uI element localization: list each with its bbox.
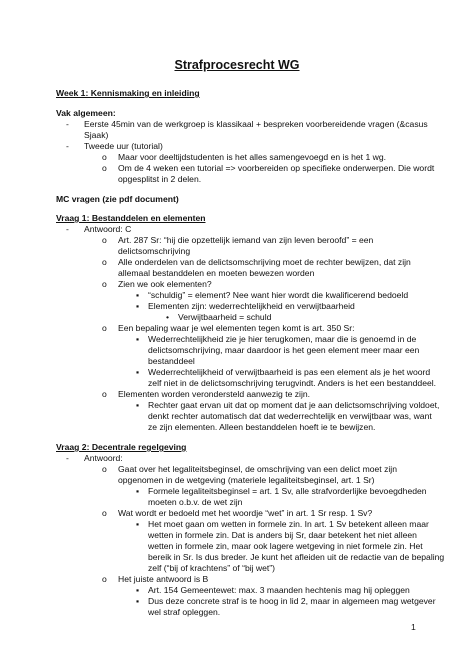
square-marker: ▪ xyxy=(136,290,140,300)
vak-sub-2-line-2: opgesplitst in 2 delen. xyxy=(118,174,202,184)
v1-d1-line-2: delictsomschrijving, maar daardoor is het geen element meer maar een xyxy=(148,345,420,355)
circle-marker: o xyxy=(102,574,107,584)
circle-marker: o xyxy=(102,152,107,162)
v1-e1-line-1: Rechter gaat ervan uit dat op moment dat je aan delictsomschrijving voldoet, xyxy=(148,400,440,410)
square-marker: ▪ xyxy=(136,486,140,496)
v2-b1-line-4: bereik in Sr. Is dus breder. Je kunt het afleiden uit de redactie van de bepaling xyxy=(148,552,445,562)
circle-marker: o xyxy=(102,235,107,245)
mc-heading: MC vragen (zie pdf document) xyxy=(56,194,179,204)
v2-b: Wat wordt er bedoeld met het woordje “wet” in art. 1 Sr resp. 1 Sv? xyxy=(118,508,373,518)
circle-marker: o xyxy=(102,464,107,474)
circle-marker: o xyxy=(102,508,107,518)
document-title: Strafprocesrecht WG xyxy=(174,58,300,72)
vak-item-1-line-1: Eerste 45min van de werkgroep is klassikaal + bespreken voorbereidende vragen (&casus xyxy=(84,119,428,129)
v1-d1-line-3: bestanddeel xyxy=(148,356,195,366)
v2-c2-line-2: wel straf opleggen. xyxy=(148,607,221,617)
page-number: 1 xyxy=(411,622,416,632)
dash-marker: - xyxy=(66,119,69,129)
v1-e1-line-2: denkt rechter automatisch dat dat wederrechtelijk en verwijtbaar was, want xyxy=(148,411,432,421)
square-marker: ▪ xyxy=(136,585,140,595)
v2-b1-line-1: Het moet gaan om wetten in formele zin. In art. 1 Sv betekent alleen maar xyxy=(148,519,429,529)
square-marker: ▪ xyxy=(136,519,140,529)
vak-sub-2-line-1: Om de 4 weken een tutorial => voorbereiden op specifieke onderwerpen. Die wordt xyxy=(118,163,435,173)
v2-heading: Vraag 2: Decentrale regelgeving xyxy=(56,442,187,452)
v1-a-line-2: delictsomschrijving xyxy=(118,246,191,256)
dash-marker: - xyxy=(66,224,69,234)
circle-marker: o xyxy=(102,323,107,333)
v2-b1-line-2: wetten in formele zin. Dat is anders bij Sr, daar betekent het niet alleen xyxy=(148,530,417,540)
circle-marker: o xyxy=(102,257,107,267)
v1-c2a: Verwijtbaarheid = schuld xyxy=(178,312,272,322)
dash-marker: - xyxy=(66,453,69,463)
square-marker: ▪ xyxy=(136,301,140,311)
v2-a1-line-2: moeten o.b.v. de wet zijn xyxy=(148,497,243,507)
square-marker: ▪ xyxy=(136,334,140,344)
v1-heading: Vraag 1: Bestanddelen en elementen xyxy=(56,213,206,223)
v1-c: Zien we ook elementen? xyxy=(118,279,212,289)
vak-item-2: Tweede uur (tutorial) xyxy=(84,141,163,151)
v1-c1: “schuldig” = element? Nee want hier wordt die kwalificerend bedoeld xyxy=(148,290,409,300)
vak-heading: Vak algemeen: xyxy=(56,108,116,118)
vak-item-1-line-2: Sjaak) xyxy=(84,130,109,140)
v1-d2-line-1: Wederrechtelijkheid of verwijtbaarheid is pas een element als je het woord xyxy=(148,367,431,377)
circle-marker: o xyxy=(102,279,107,289)
v1-d2-line-2: zelf niet in de delictsomschrijving terugvindt. Anders is het een bestanddeel. xyxy=(148,378,437,388)
circle-marker: o xyxy=(102,389,107,399)
v2-c1: Art. 154 Gemeentewet: max. 3 maanden hechtenis mag hij opleggen xyxy=(148,585,410,595)
square-marker: ▪ xyxy=(136,596,140,606)
v2-a-line-1: Gaat over het legaliteitsbeginsel, de omschrijving van een delict moet zijn xyxy=(118,464,397,474)
v2-c: Het juiste antwoord is B xyxy=(118,574,209,584)
v1-e1-line-3: ze zijn elementen. Alleen bestanddelen hoeft ie te bewijzen. xyxy=(148,422,376,432)
v1-b-line-1: Alle onderdelen van de delictsomschrijving moet de rechter bewijzen, dat zijn xyxy=(118,257,411,267)
v2-b1-line-3: wetten in formele zin, maar ook lagere wetgeving in niet formele zin. Het xyxy=(148,541,423,551)
circle-marker: o xyxy=(102,163,107,173)
v2-a-line-2: opgenomen in de wetgeving (materiele legaliteitsbeginsel, art. 1 Sr) xyxy=(118,475,375,485)
v1-d: Een bepaling waar je wel elementen tegen komt is art. 350 Sr: xyxy=(118,323,355,333)
square-marker: ▪ xyxy=(136,367,140,377)
v1-a-line-1: Art. 287 Sr: “hij die opzettelijk iemand van zijn leven beroofd” = een xyxy=(118,235,374,245)
v2-answer: Antwoord: xyxy=(84,453,123,463)
v1-b-line-2: allemaal bestanddelen en moeten bewezen worden xyxy=(118,268,315,278)
v2-b1-line-5: zelf (“bij of krachtens” of “bij wet”) xyxy=(148,563,276,573)
v2-c2-line-1: Dus deze concrete straf is te hoog in lid 2, maar in algemeen mag wetgever xyxy=(148,596,436,606)
v1-d1-line-1: Wederrechtelijkheid zie je hier terugkomen, maar die is genoemd in de xyxy=(148,334,417,344)
vak-sub-1: Maar voor deeltijdstudenten is het alles samengevoegd en is het 1 wg. xyxy=(118,152,387,162)
v1-e: Elementen worden verondersteld aanwezig te zijn. xyxy=(118,389,311,399)
week-heading: Week 1: Kennismaking en inleiding xyxy=(56,88,200,98)
dash-marker: - xyxy=(66,141,69,151)
bullet-marker: • xyxy=(166,312,170,322)
v1-answer: Antwoord: C xyxy=(84,224,132,234)
square-marker: ▪ xyxy=(136,400,140,410)
v1-c2: Elementen zijn: wederrechtelijkheid en verwijtbaarheid xyxy=(148,301,355,311)
v2-a1-line-1: Formele legaliteitsbeginsel = art. 1 Sv, alle strafvorderlijke bevoegdheden xyxy=(148,486,427,496)
